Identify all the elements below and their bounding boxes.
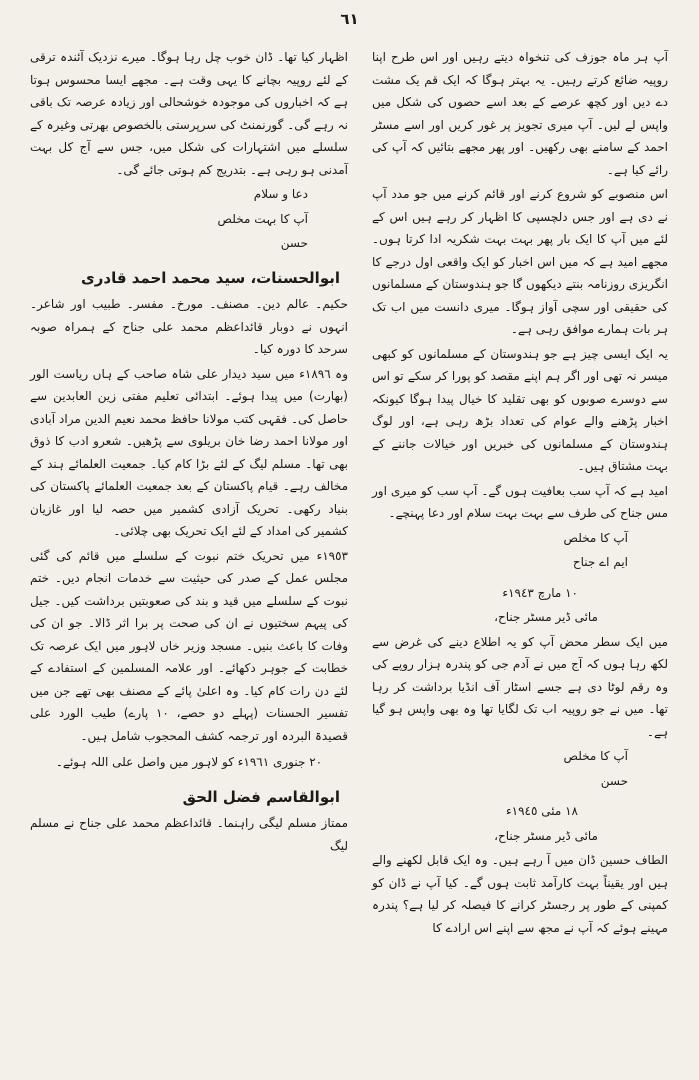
letter1-signature: ایم اے جناح (572, 555, 628, 569)
letter1-paragraph-1: آپ ہر ماہ جوزف کی تنخواہ دیتے رہیں اور اس طرح اپنا روپیہ ضائع کرتے رہیں۔ یہ بہتر ہوگا کہ ایک قم یک مشت دے دیں اور کچھ عرصے کے بعد اسے حصوں کی شکل میں واپس لے لیں۔ آپ میری تجویز پر غور کریں اور اسے مسٹر احمد کے سامنے بھی رکھیں۔ اور پھر مجھے بتائیں کہ آپ کی رائے کیا ہے۔ (372, 50, 668, 177)
biography-1-paragraph-3: ١٩٥٣ء میں تحریک ختم نبوت کے سلسلے میں قائم کی گئی مجلس عمل کے صدر کی حیثیت سے خدمات انجام دیں۔ ختم نبوت کے سلسلے میں قید و بند کی صعوبتیں برداشت کیں۔ جیل کی پیہم سختیوں نے ان کی صحت پر برا اثر ڈالا۔ جو ان کی وفات کا باعث بنیں۔ مسجد وزیر خاں لاہور میں ایک عرصہ تک خطابت کے جوہر دکھائے۔ اور علامہ المسلمین کے استفادے کے لئے دن رات کام کیا۔ وہ اعلیٰ پائے کے مصنف بھی تھے جن میں تفسیر الحسنات (پہلے دو حصے، ١٠ پارے) طیب الورد علی قصیدۃ البردہ اور ترجمہ کشف المحجوب شامل ہیں۔ (30, 548, 348, 743)
death-note: ٢٠ جنوری ١٩٦١ء کو لاہور میں واصل علی اللہ ہوئے۔ (55, 755, 323, 769)
letter1-paragraph-2: اس منصوبے کو شروع کرنے اور قائم کرنے میں جو مدد آپ نے دی ہے اور جس دلچسپی کا اظہار کر رہے ہیں اس کے لئے میں آپ کا ایک بار پھر بہت بہت شکریہ ادا کرتا ہوں۔ مجھے امید ہے کہ میں اس اخبار کو ایک واقعی اول درجے کا انگریزی روزنامہ بنتے دیکھوں گا جو ہندوستان کے مسلمانوں کی حقیقی اور سچی آواز ہوگا۔ میری دانست میں اب تک ہر بات ہمارے موافق رہی ہے۔ (372, 187, 668, 336)
biography-1-paragraph-1: حکیم۔ عالم دین۔ مصنف۔ مورخ۔ مفسر۔ طبیب اور شاعر۔ انہوں نے دوبار قائداعظم محمد علی جناح کے ہمراہ صوبہ سرحد کا دورہ کیا۔ (30, 297, 348, 356)
letter1-signoff: آپ کا مخلص (563, 530, 628, 545)
left-column (30, 46, 348, 859)
letter2-signoff: آپ کا مخلص (563, 749, 628, 763)
letter3-date: ١٨ مئی ١٩٤٥ء (505, 804, 578, 818)
biography-2-paragraph-1: ممتاز مسلم لیگی راہنما۔ قائداعظم محمد علی جناح نے مسلم لیگ (30, 816, 348, 853)
letter2-body: میں ایک سطر محض آپ کو یہ اطلاع دینے کی غرض سے لکھ رہا ہوں کہ آج میں نے آدم جی کو پندرہ ہزار روپے کی وہ رقم لوٹا دی ہے جسے اسٹار آف انڈیا برداشت کر رہا تھا۔ میں نے جو روپیہ اب تک لگایا تھا وہ بھی واپس ہو گیا ہے۔ (372, 634, 668, 739)
biography-heading-2: ابوالقاسم فضل الحق (182, 787, 340, 806)
right-column (372, 46, 668, 941)
letter1-paragraph-4: امید ہے کہ آپ سب بعافیت ہوں گے۔ آپ سب کو میری اور مس جناح کی طرف سے بہت بہت سلام اور دعا پہنچے۔ (372, 483, 668, 520)
biography-heading-1: ابوالحسنات، سید محمد احمد قادری (80, 268, 340, 287)
biography-1-paragraph-2: وہ ١٨٩٦ء میں سید دیدار علی شاہ صاحب کے ہاں ریاست الور (بھارت) میں پیدا ہوئے۔ ابتدائی تعلیم مفتی زین العابدین سے حاصل کی۔ فقہی کتب مولانا حافظ محمد نعیم الدین مراد آبادی اور مولانا احمد رضا خان بریلوی سے پڑھیں۔ شعرو ادب کا ذوق بھی تھا۔ مسلم لیگ کے لئے بڑا کام کیا۔ جمعیت العلمائے ہند کے مخالف رہے۔ قیام پاکستان کے بعد جمعیت العلمائے پاکستان کی بنیاد رکھی۔ تحریک آزادی کشمیر میں حصہ لیا اور غازیان کشمیر کی امداد کے لئے ایک تحریک بھی چلائی۔ (30, 366, 348, 538)
letter2-signature: حسن (600, 773, 628, 788)
letter-continuation-paragraph: اظہار کیا تھا۔ ڈان خوب چل رہا ہوگا۔ میرے نزدیک آئندہ ترقی کے لئے روپیہ بچانے کا یہی وقت ہے۔ مجھے ایسا محسوس ہوتا ہے کہ اخباروں کی موجودہ خوشحالی اور زیادہ عرصہ تک باقی نہ رہے گی۔ گورنمنٹ کی سرپرستی بالخصوص بھرتی وغیرہ کے سلسلے میں اشتہارات کی شکل میں، جس سے آج کل بہت آمدنی ہو رہی ہے۔ بتدریج کم ہوتی جائے گی۔ (30, 50, 348, 177)
letter1-paragraph-3: یہ ایک ایسی چیز ہے جو ہندوستان کے مسلمانوں کو کبھی میسر نہ تھی اور اگر ہم اپنے مقصد کو پورا کر سکے تو اس سے دوسرے صوبوں کو بھی تقلید کا خیال پیدا ہوگا کیونکہ اخبار پڑھنے والے عوام کی تعداد بڑھ رہی ہے، اور لوگ ہندوستان کے مسلمانوں کی خبریں اور خیالات جاننے کے بہت مشتاق ہیں۔ (372, 346, 668, 473)
page-number: ٦١ (340, 10, 359, 28)
letter3-salutation: مائی ڈیر مسٹر جناح، (494, 828, 598, 843)
letter-signoff: آپ کا بہت مخلص (217, 211, 308, 226)
letter2-date: ١٠ مارچ ١٩٤٣ء (502, 585, 578, 600)
closing-greeting: دعا و سلام (253, 187, 308, 201)
letter3-body: الطاف حسین ڈان میں آ رہے ہیں۔ وہ ایک قابل لکھنے والے ہیں اور یقیناً بہت کارآمد ثابت ہوں گے۔ کیا آپ نے ڈان کو کمپنی کے طور پر رجسٹر کرانے کا فیصلہ کر لیا ہے؟ پندرہ مہینے ہوئے کہ آپ نے مجھ سے اپنے اس ارادے کا (372, 853, 668, 935)
letter-signature: حسن (280, 236, 308, 250)
letter2-salutation: مائی ڈیر مسٹر جناح، (494, 610, 598, 624)
